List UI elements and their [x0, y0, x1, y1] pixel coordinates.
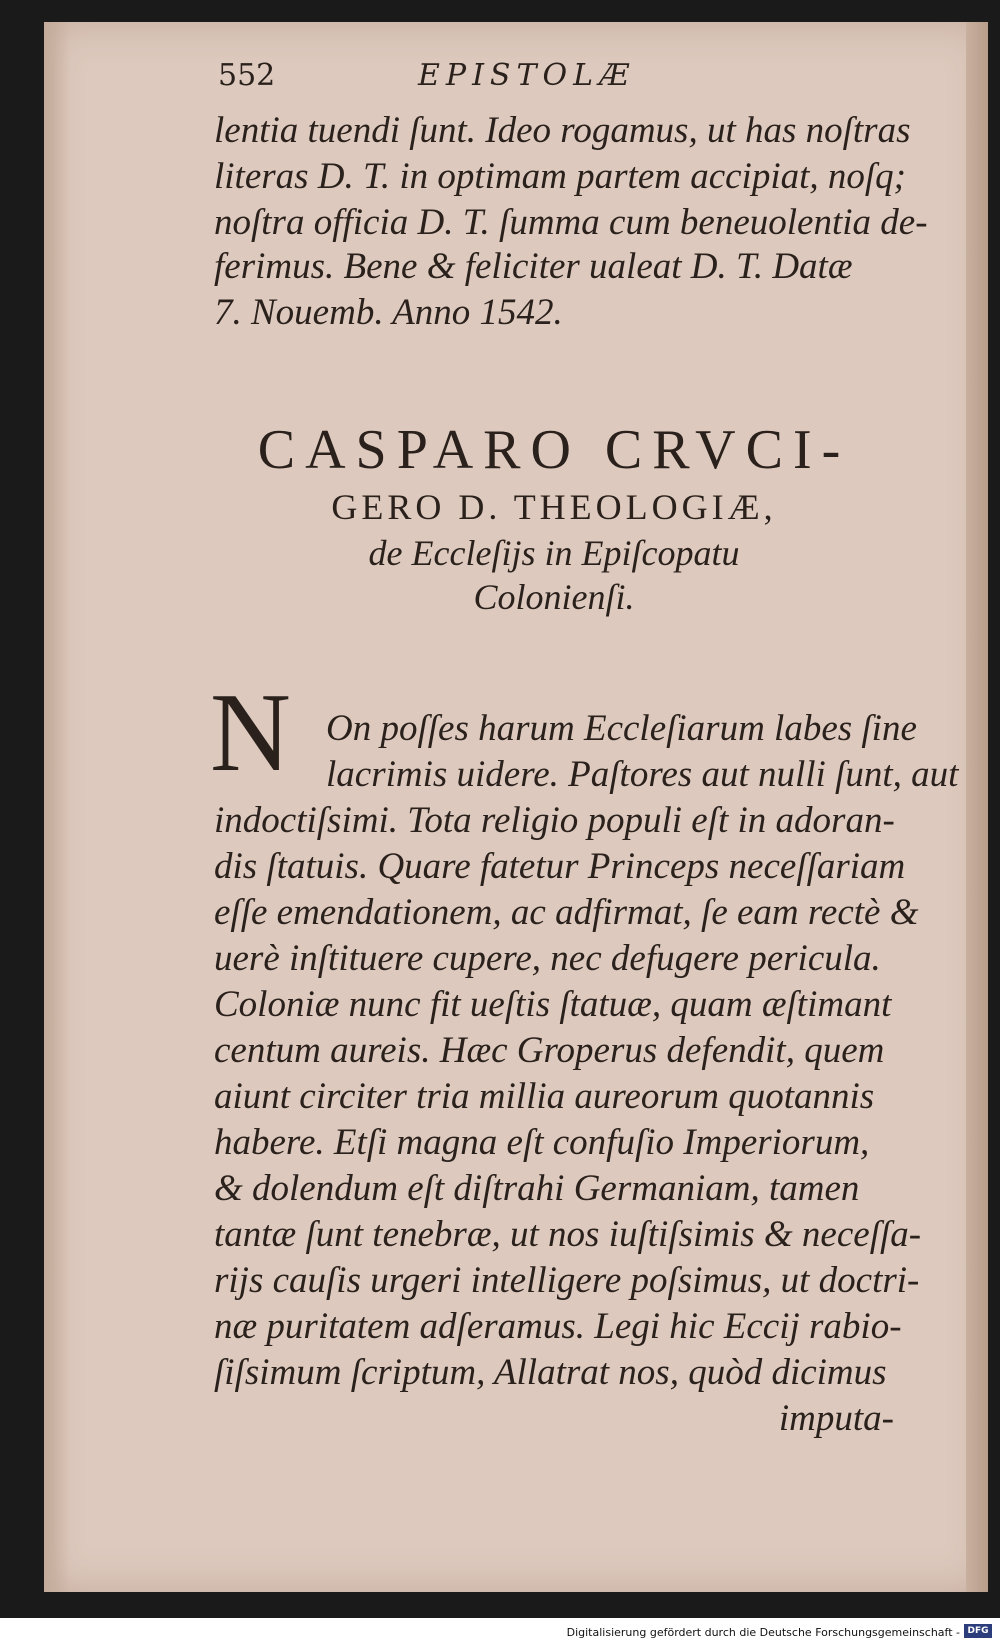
running-head [218, 56, 718, 96]
text-line: rijs cauſis urgeri intelligere poſsimus, ut doctri- [214, 1260, 920, 1301]
text-line: literas D. T. in optimam partem accipiat, noſq; [214, 156, 906, 197]
heading-line-2: GERO D. THEOLOGIÆ, [331, 487, 777, 527]
text-line: lacrimis uidere. Paſtores aut nulli ſunt, aut [326, 754, 959, 795]
heading-line-1: CASPARO CRVCI- [257, 419, 851, 481]
running-title: EPISTOLÆ [418, 58, 636, 93]
drop-cap: N [210, 671, 291, 795]
text-line: ſiſsimum ſcriptum, Allatrat nos, quòd dicimus [214, 1352, 887, 1393]
text-line: ferimus. Bene & feliciter ualeat D. T. Datæ [214, 246, 853, 287]
text-line: dis ſtatuis. Quare fatetur Princeps neceſſariam [214, 846, 906, 887]
text-line: lentia tuendi ſunt. Ideo rogamus, ut has noſtras [214, 110, 911, 151]
text-line: noſtra officia D. T. ſumma cum beneuolentia de- [214, 202, 928, 243]
text-line: uerè inſtituere cupere, nec defugere pericula. [214, 938, 881, 979]
text-line: indoctiſsimi. Tota religio populi eſt in adoran- [214, 800, 895, 841]
page-gutter-shadow [44, 22, 70, 1592]
text-line: tantæ ſunt tenebræ, ut nos iuſtiſsimis & neceſſa- [214, 1214, 922, 1255]
text-line: On poſſes harum Eccleſiarum labes ſine [326, 708, 917, 749]
catchword: imputa- [778, 1398, 894, 1439]
text-line: & dolendum eſt diſtrahi Germaniam, tamen [214, 1168, 860, 1209]
text-line: eſſe emendationem, ac adfirmat, ſe eam rectè & [214, 892, 919, 933]
text-line: centum aureis. Hæc Groperus defendit, quem [214, 1030, 885, 1071]
heading-line-4: Colonienſi. [473, 577, 635, 617]
heading-line-3: de Eccleſijs in Epiſcopatu [368, 533, 740, 573]
text-line: næ puritatem adſeramus. Legi hic Eccij rabio- [214, 1306, 902, 1347]
dfg-logo: DFG [964, 1624, 992, 1638]
text-line: habere. Etſi magna eſt confuſio Imperiorum, [214, 1122, 870, 1163]
funding-credit: Digitalisierung gefördert durch die Deutsche Forschungsgemeinschaft - [566, 1626, 960, 1639]
text-line: 7. Nouemb. Anno 1542. [214, 292, 563, 333]
text-line: Coloniæ nunc fit ueſtis ſtatuæ, quam æſtimant [214, 984, 892, 1025]
footer-bar [0, 1618, 1000, 1646]
page-edge [966, 22, 988, 1592]
page-number: 552 [218, 58, 276, 93]
text-line: aiunt circiter tria millia aureorum quotannis [214, 1076, 875, 1117]
